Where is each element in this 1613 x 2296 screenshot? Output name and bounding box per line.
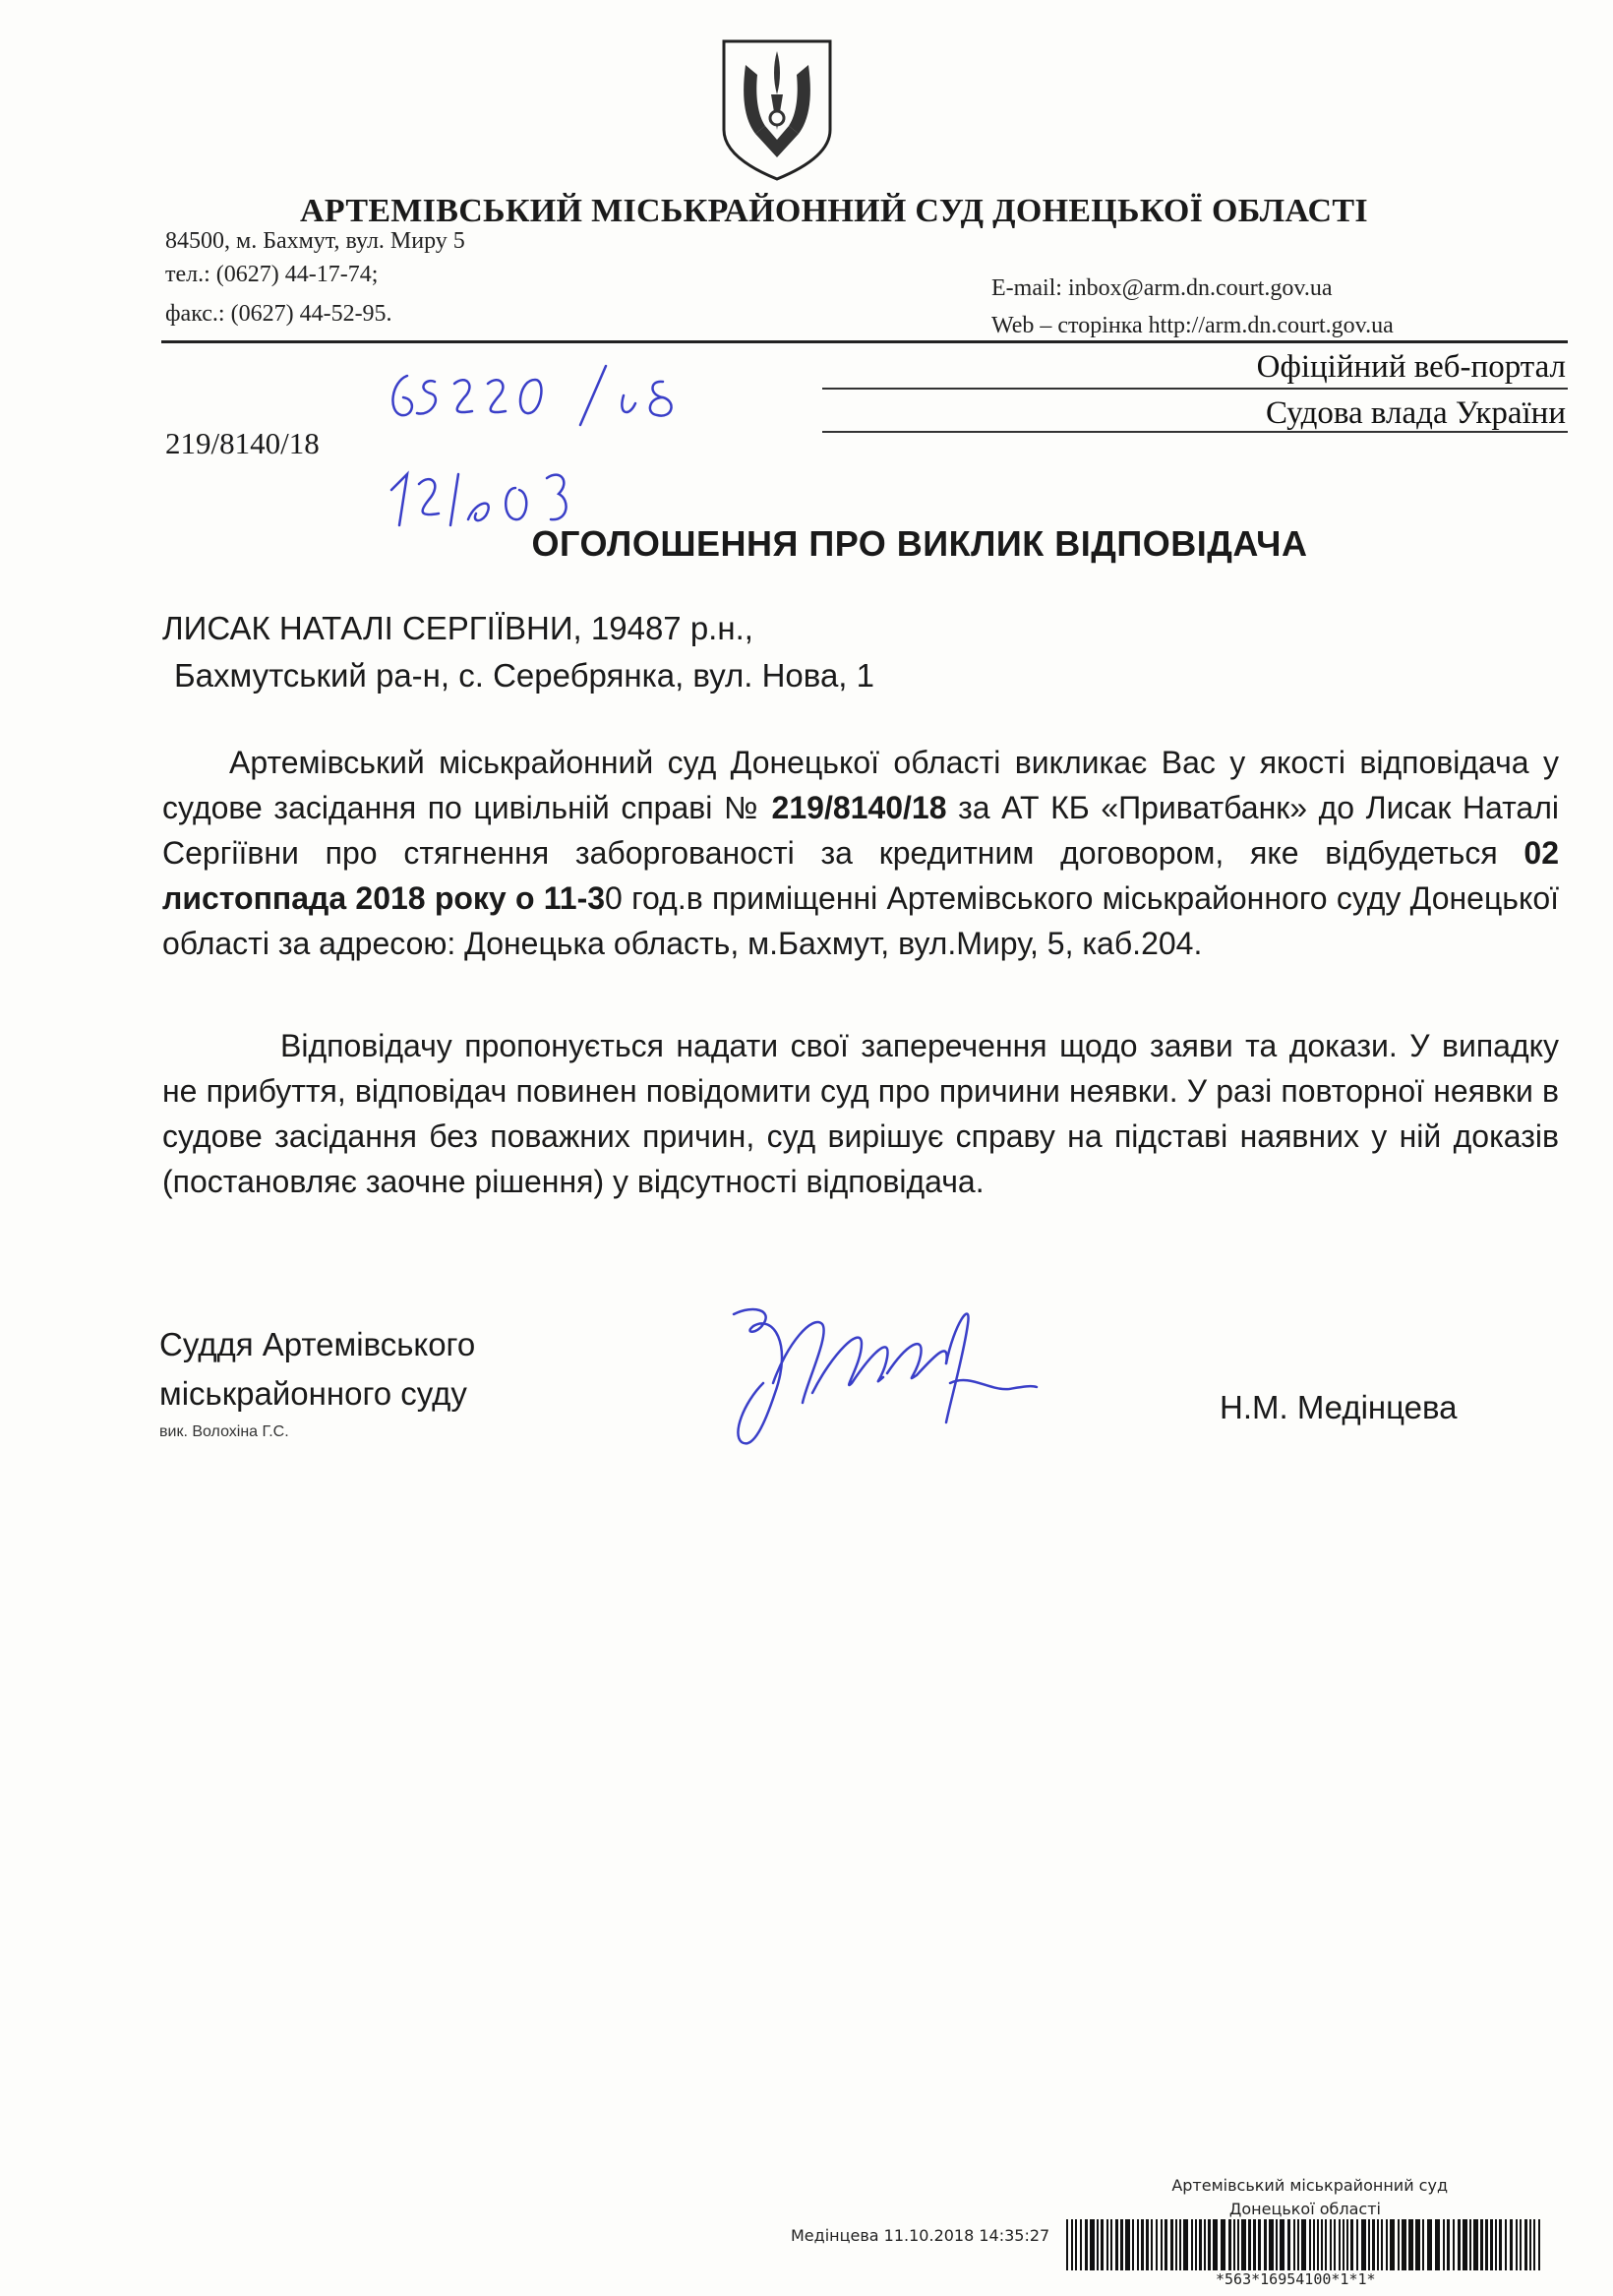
body-p1-case-number: 219/8140/18 [771, 790, 947, 825]
coat-of-arms-emblem [716, 35, 838, 185]
judge-title-line-1: Суддя Артемівського [159, 1326, 476, 1362]
portal-line-2: Судова влада України [1265, 395, 1566, 431]
portal-underline-2 [822, 431, 1568, 433]
body-p2-text: Відповідачу пропонується надати свої заперечення щодо заяви та докази. У випадку не прибуття, відповідач повинен повідомити суд про причини неявки. У разі повторної неявки в судове засідання без поважних причин, суд вирішує справу на підставі наявних у ній доказів (постановляє заочне рішення) у відсутності відповідача. [162, 1028, 1559, 1199]
barcode-code: *563*16954100*1*1* [1216, 2270, 1376, 2288]
handwritten-note-registration [378, 356, 728, 431]
court-web: Web – сторінка http://arm.dn.court.gov.ua [991, 313, 1394, 338]
stamp-court-line-2: Донецької області [1228, 2200, 1381, 2218]
body-p1-text-a: Артемівський міськрайонний суд Донецької області викликає Вас у якості відповідача у судове засідання по цивільній справі № [162, 745, 1559, 825]
court-fax: факс.: (0627) 44-52-95. [165, 301, 392, 327]
judge-signature [714, 1285, 1039, 1458]
portal-line-1: Офіційний веб-портал [1256, 349, 1566, 385]
executor-note: вик. Волохіна Г.С. [159, 1423, 289, 1440]
registration-barcode [1064, 2219, 1546, 2270]
portal-underline-1 [822, 388, 1568, 390]
judge-name: Н.М. Медінцева [1220, 1389, 1458, 1425]
handwritten-note-date [378, 460, 586, 531]
court-address: 84500, м. Бахмут, вул. Миру 5 [165, 228, 465, 254]
court-phone: тел.: (0627) 44-17-74; [165, 262, 379, 287]
case-number: 219/8140/18 [165, 426, 320, 460]
court-email: E-mail: inbox@arm.dn.court.gov.ua [991, 275, 1333, 301]
addressee-name: ЛИСАК НАТАЛІ СЕРГІЇВНИ, 19487 р.н., [162, 610, 753, 646]
judge-title-line-2: міськрайонного суду [159, 1375, 467, 1412]
court-name: АРТЕМІВСЬКИЙ МІСЬКРАЙОННИЙ СУД ДОНЕЦЬКОЇ ОБЛАСТІ [300, 193, 1368, 229]
body-paragraph-2 [162, 1023, 1559, 1204]
body-paragraph-1 [162, 740, 1559, 966]
header-divider [161, 340, 1568, 343]
body-p1-text-c: 0 год.в приміщенні Артемівського міськрайонного суду Донецької області за адресою: Донецька область, м.Бахмут, вул.Миру, 5, каб.204. [162, 880, 1560, 961]
addressee-address: Бахмутський ра-н, с. Серебрянка, вул. Нова, 1 [174, 657, 874, 694]
stamp-court-line-1: Артемівський міськрайонний суд [1171, 2176, 1448, 2195]
stamp-meta: Медінцева 11.10.2018 14:35:27 [791, 2226, 1050, 2245]
body-p1-date: 02 листоппада 2018 року о 11-3 [162, 835, 1559, 916]
document-title: ОГОЛОШЕННЯ ПРО ВИКЛИК ВІДПОВІДАЧА [531, 523, 1308, 564]
body-p1-text-b: за АТ КБ «Приватбанк» до Лисак Наталі Сергіївни про стягнення заборгованості за кредитним договором, яке відбудеться [162, 790, 1560, 871]
